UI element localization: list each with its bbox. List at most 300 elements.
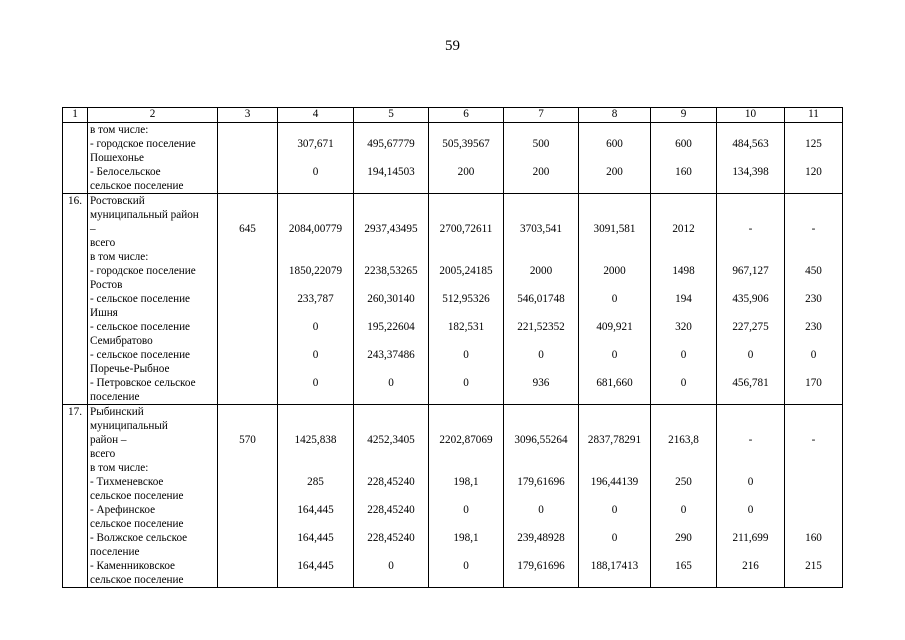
value-line: 2837,78291 [587, 434, 642, 446]
value-line [653, 419, 714, 433]
value-line [787, 334, 840, 348]
value-line [787, 123, 840, 137]
value-line [581, 334, 648, 348]
value-line [506, 405, 576, 419]
value-line [581, 545, 648, 559]
value-line [506, 517, 576, 531]
value-line [356, 405, 426, 419]
value-line [719, 419, 782, 433]
value-line: 215 [805, 560, 822, 572]
value-line: 216 [742, 560, 759, 572]
value-line [220, 179, 275, 193]
value-line [356, 278, 426, 292]
value-line: 0 [312, 377, 319, 389]
value-line [356, 447, 426, 461]
value-line [431, 194, 501, 208]
value-line [356, 489, 426, 503]
value-line [220, 573, 275, 587]
value-line: 196,44139 [590, 476, 639, 488]
value-line: 250 [675, 476, 692, 488]
value-line [220, 137, 275, 151]
header-cell: 3 [218, 108, 278, 123]
value-cell [278, 194, 354, 405]
value-line [356, 419, 426, 433]
value-line [220, 545, 275, 559]
value-line [431, 179, 501, 193]
value-line [787, 278, 840, 292]
value-line: 243,37486 [367, 349, 415, 361]
value-line [280, 489, 351, 503]
value-line [431, 517, 501, 531]
value-line [719, 236, 782, 250]
header-cell: 7 [504, 108, 579, 123]
value-line [506, 278, 576, 292]
value-line [506, 489, 576, 503]
value-line [220, 278, 275, 292]
header-cell: 11 [785, 108, 843, 123]
value-line [431, 334, 501, 348]
value-line [506, 390, 576, 404]
value-line [506, 362, 576, 376]
value-line [280, 461, 351, 475]
value-line [787, 306, 840, 320]
value-line [787, 390, 840, 404]
value-line [719, 390, 782, 404]
value-cell [218, 123, 278, 194]
value-line [431, 362, 501, 376]
value-line [506, 447, 576, 461]
value-line [506, 250, 576, 264]
value-line [431, 545, 501, 559]
value-line [653, 447, 714, 461]
value-line: 435,906 [732, 293, 769, 305]
name-line: - Арефинское [90, 504, 156, 516]
value-line: 0 [680, 349, 687, 361]
value-line [431, 250, 501, 264]
value-line: 228,45240 [367, 504, 415, 516]
name-line: - городское поселение [90, 265, 196, 277]
value-cell [717, 405, 785, 588]
value-line [280, 517, 351, 531]
value-line [431, 151, 501, 165]
name-line: Рыбинский [90, 406, 144, 418]
name-line: сельское поселение [90, 180, 184, 192]
value-line: 134,398 [732, 166, 769, 178]
value-line: 200 [532, 166, 550, 178]
value-line [653, 390, 714, 404]
name-line: поселение [90, 546, 140, 558]
value-line [506, 151, 576, 165]
value-line [653, 123, 714, 137]
value-line [431, 236, 501, 250]
name-line: Пошехонье [90, 152, 144, 164]
value-line [653, 306, 714, 320]
value-line: 160 [805, 532, 822, 544]
value-line: 0 [463, 349, 469, 361]
value-line [356, 123, 426, 137]
name-line: - Белосельское [90, 166, 161, 178]
value-line [787, 545, 840, 559]
value-line [280, 250, 351, 264]
value-line: 2700,72611 [439, 223, 493, 235]
value-line [719, 194, 782, 208]
value-line: - [748, 223, 753, 235]
value-cell [785, 405, 843, 588]
value-line: 200 [457, 166, 475, 178]
value-line: 0 [611, 293, 618, 305]
value-line: 2000 [603, 265, 626, 277]
value-line [220, 390, 275, 404]
value-line [280, 194, 351, 208]
value-line [431, 123, 501, 137]
name-line: Ростов [90, 279, 123, 291]
value-line [431, 405, 501, 419]
value-line [280, 236, 351, 250]
name-line: сельское поселение [90, 490, 184, 502]
value-line: 0 [463, 377, 469, 389]
header-cell: 10 [717, 108, 785, 123]
value-line [356, 208, 426, 222]
value-line: 125 [805, 138, 822, 150]
value-line: 198,1 [453, 532, 479, 544]
value-line [220, 236, 275, 250]
header-cell: 5 [354, 108, 429, 123]
header-cell: 6 [429, 108, 504, 123]
value-line [787, 208, 840, 222]
value-line: 228,45240 [367, 532, 415, 544]
value-line [719, 123, 782, 137]
row-name [88, 194, 218, 405]
value-line: 2937,43495 [364, 223, 418, 235]
value-line [506, 194, 576, 208]
value-cell [651, 405, 717, 588]
value-line [356, 573, 426, 587]
value-cell [278, 123, 354, 194]
name-line: всего [90, 448, 116, 460]
value-line [506, 334, 576, 348]
value-line [431, 208, 501, 222]
value-line: 512,95326 [442, 293, 490, 305]
value-line [787, 236, 840, 250]
value-line [431, 447, 501, 461]
value-line [581, 236, 648, 250]
name-line: - сельское поселение [90, 321, 191, 333]
value-cell [218, 194, 278, 405]
value-line [581, 447, 648, 461]
value-line: 0 [747, 349, 754, 361]
header-cell: 9 [651, 108, 717, 123]
data-table [62, 107, 843, 588]
value-line [506, 419, 576, 433]
value-line: - [811, 223, 816, 235]
value-cell [504, 123, 579, 194]
value-line: 179,61696 [517, 560, 565, 572]
value-line [719, 461, 782, 475]
value-line [653, 517, 714, 531]
value-line: 200 [606, 166, 623, 178]
value-line [787, 503, 840, 517]
value-line [220, 503, 275, 517]
value-line [653, 179, 714, 193]
row-index [63, 405, 88, 588]
value-line: 0 [611, 504, 618, 516]
value-line: 3096,55264 [514, 434, 568, 446]
value-line [719, 306, 782, 320]
value-cell [504, 194, 579, 405]
value-cell [354, 123, 429, 194]
value-line [356, 517, 426, 531]
value-line: 160 [675, 166, 692, 178]
value-line [653, 362, 714, 376]
value-line [581, 517, 648, 531]
value-line [356, 236, 426, 250]
value-line [581, 362, 648, 376]
name-line: в том числе: [90, 251, 149, 263]
value-line: 194 [675, 293, 692, 305]
value-line: 495,67779 [367, 138, 415, 150]
value-line [280, 334, 351, 348]
value-cell [651, 194, 717, 405]
value-line [719, 573, 782, 587]
value-line [356, 179, 426, 193]
value-line [431, 306, 501, 320]
value-line [787, 194, 840, 208]
header-cell: 2 [88, 108, 218, 123]
value-line [220, 151, 275, 165]
row-index [63, 123, 88, 194]
value-line [220, 447, 275, 461]
value-line: 227,275 [732, 321, 769, 333]
value-line [719, 405, 782, 419]
value-line [220, 348, 275, 362]
value-line [581, 179, 648, 193]
value-line: 681,660 [596, 377, 633, 389]
value-line [356, 390, 426, 404]
value-line: 2202,87069 [439, 434, 493, 446]
value-line [787, 362, 840, 376]
value-line: 936 [532, 377, 550, 389]
header-cell: 8 [579, 108, 651, 123]
value-line [356, 194, 426, 208]
value-line: 165 [675, 560, 692, 572]
value-line [431, 489, 501, 503]
value-line [787, 489, 840, 503]
value-line [719, 278, 782, 292]
value-line [653, 278, 714, 292]
row-name [88, 123, 218, 194]
value-line [581, 405, 648, 419]
value-line [581, 151, 648, 165]
value-line: 285 [307, 476, 324, 488]
value-line: 0 [611, 349, 618, 361]
value-line: 290 [675, 532, 692, 544]
value-cell [429, 194, 504, 405]
value-line: 3703,541 [520, 223, 562, 235]
value-line [220, 362, 275, 376]
name-line: - Каменниковское [90, 560, 176, 572]
name-line: Ишня [90, 307, 118, 319]
table-row [63, 194, 843, 405]
value-line: 239,48928 [517, 532, 565, 544]
value-cell [717, 123, 785, 194]
value-line: 195,22604 [367, 321, 415, 333]
value-line [506, 179, 576, 193]
value-line: 194,14503 [367, 166, 415, 178]
value-line [280, 362, 351, 376]
value-cell [504, 405, 579, 588]
value-line [280, 405, 351, 419]
value-line [581, 250, 648, 264]
value-cell [278, 405, 354, 588]
value-line [220, 292, 275, 306]
value-line [220, 264, 275, 278]
value-line [356, 545, 426, 559]
value-line [719, 362, 782, 376]
value-line: 182,531 [447, 321, 485, 333]
value-line [280, 419, 351, 433]
value-line: 221,52352 [517, 321, 565, 333]
value-line [280, 545, 351, 559]
value-line: 0 [538, 504, 544, 516]
value-line: 233,787 [297, 293, 334, 305]
value-line [653, 489, 714, 503]
value-line: 0 [680, 377, 687, 389]
value-line: 570 [239, 434, 256, 446]
value-line [653, 461, 714, 475]
value-line [220, 405, 275, 419]
value-line [220, 559, 275, 573]
value-line [506, 123, 576, 137]
value-line: 505,39567 [442, 138, 490, 150]
name-line: в том числе: [90, 124, 149, 136]
value-line [220, 194, 275, 208]
value-line [431, 390, 501, 404]
value-line: 307,671 [297, 138, 334, 150]
name-line: Ростовский [90, 195, 145, 207]
value-line [280, 208, 351, 222]
value-line: 1425,838 [294, 434, 337, 446]
value-line [653, 405, 714, 419]
value-line: 0 [463, 560, 469, 572]
value-line: 0 [312, 349, 319, 361]
value-line: 230 [805, 293, 822, 305]
value-line [356, 151, 426, 165]
value-line: 230 [805, 321, 822, 333]
value-line [356, 362, 426, 376]
value-cell [579, 405, 651, 588]
name-line: – [90, 223, 96, 235]
value-line [581, 489, 648, 503]
header-cell: 1 [63, 108, 88, 123]
value-line [506, 306, 576, 320]
value-line [581, 194, 648, 208]
value-line [280, 179, 351, 193]
value-line [220, 376, 275, 390]
value-line [280, 573, 351, 587]
value-line: 0 [538, 349, 544, 361]
value-line [220, 123, 275, 137]
value-cell [429, 405, 504, 588]
value-line [220, 489, 275, 503]
value-line [220, 250, 275, 264]
value-line [431, 278, 501, 292]
value-line: 546,01748 [517, 293, 565, 305]
value-line [653, 208, 714, 222]
value-line [719, 489, 782, 503]
value-line [787, 573, 840, 587]
value-line [280, 123, 351, 137]
name-line: Семибратово [90, 335, 153, 347]
value-line: - [748, 434, 753, 446]
value-line [506, 573, 576, 587]
value-line [280, 278, 351, 292]
value-line [431, 419, 501, 433]
value-line [787, 250, 840, 264]
value-line [581, 573, 648, 587]
value-line [280, 390, 351, 404]
value-line [719, 179, 782, 193]
table-row [63, 123, 843, 194]
value-line [787, 461, 840, 475]
value-line: 600 [606, 138, 623, 150]
value-line [431, 573, 501, 587]
value-line: 0 [747, 504, 754, 516]
value-line [581, 123, 648, 137]
value-cell [579, 194, 651, 405]
value-line: 409,921 [596, 321, 633, 333]
value-line: 2000 [529, 265, 553, 277]
value-line: 0 [463, 504, 469, 516]
value-line [356, 461, 426, 475]
value-line [787, 517, 840, 531]
value-cell [429, 123, 504, 194]
row-index-text [65, 123, 85, 137]
value-line: 2005,24185 [439, 265, 493, 277]
value-line: 1850,22079 [288, 265, 343, 277]
value-line: 967,127 [732, 265, 769, 277]
value-line [719, 208, 782, 222]
value-line [653, 334, 714, 348]
value-line [356, 306, 426, 320]
value-line [653, 545, 714, 559]
name-line: всего [90, 237, 116, 249]
value-line: 164,445 [297, 560, 334, 572]
value-line: 500 [532, 138, 550, 150]
value-line: 228,45240 [367, 476, 415, 488]
value-line [280, 151, 351, 165]
value-line [719, 151, 782, 165]
value-cell [354, 194, 429, 405]
row-index-text: 16. [68, 195, 82, 207]
value-line [506, 461, 576, 475]
value-line: 0 [611, 532, 618, 544]
name-line: - городское поселение [90, 138, 196, 150]
value-line [581, 306, 648, 320]
value-cell [717, 194, 785, 405]
value-line: 211,699 [732, 532, 769, 544]
value-line: 179,61696 [517, 476, 565, 488]
value-line [719, 447, 782, 461]
value-line [280, 306, 351, 320]
value-line [220, 320, 275, 334]
value-line: 484,563 [732, 138, 769, 150]
value-line [787, 419, 840, 433]
value-line [653, 151, 714, 165]
value-cell [579, 123, 651, 194]
value-line [581, 461, 648, 475]
name-line: - Тихменевское [90, 476, 164, 488]
value-line [719, 545, 782, 559]
